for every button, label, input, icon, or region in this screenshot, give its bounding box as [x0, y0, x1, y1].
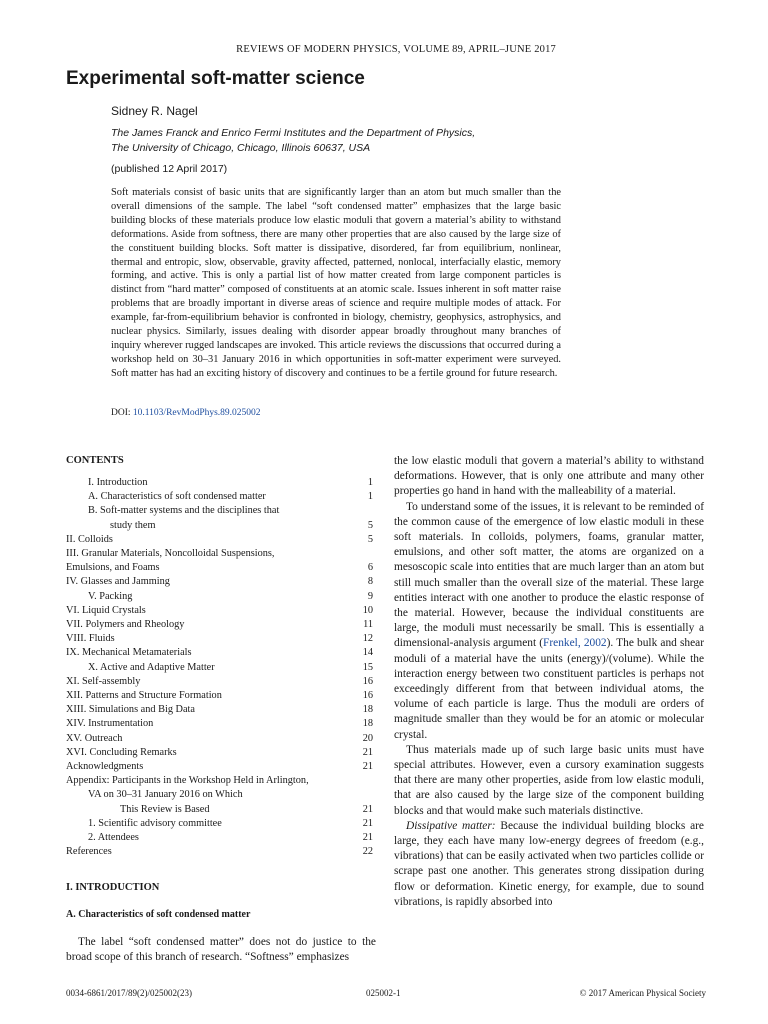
toc-entry[interactable] [66, 661, 376, 675]
toc-entry-title: Acknowledgments [66, 761, 144, 773]
body-paragraph: Thus materials made up of such large basic units must have special attributes. However, even a cursory examination suggests that there are many other properties, aside from low elastic moduli, that are also caused by the large size of the component building blocks and that would make such materials distinctive. [394, 743, 704, 817]
doi-label: DOI: [111, 408, 131, 418]
body-text: Because the individual building blocks are large, they each have many low-energy degrees of freedom (e.g., vibrations) that can be easily activated when two particles collide or scrape past one another. This generates strong dissipation during flow or deformation. Kinetic energy, for example, due to sound vibrations, is rapidly absorbed into [394, 819, 704, 908]
paper-title: Experimental soft-matter science [66, 68, 365, 89]
toc-page-number: 15 [362, 661, 373, 673]
toc-entry-title: XIV. Instrumentation [66, 718, 154, 730]
toc-page-number: 1 [367, 491, 373, 503]
toc-page-number: 21 [362, 832, 373, 844]
affiliation-line-2: The University of Chicago, Chicago, Illinois 60637, USA [111, 142, 371, 154]
toc-entry-title: VII. Polymers and Rheology [66, 619, 185, 631]
toc-entry[interactable] [66, 760, 376, 774]
toc-entry[interactable] [66, 604, 376, 618]
toc-entry[interactable] [66, 845, 376, 859]
toc-page-number: 12 [362, 633, 373, 645]
toc-page-number: 22 [362, 846, 373, 858]
toc-entry-title-continued: Emulsions, and Foams [66, 562, 160, 574]
toc-entry-title: XII. Patterns and Structure Formation [66, 690, 222, 702]
toc-entry[interactable] [66, 575, 376, 589]
toc-entry-title: I. Introduction [88, 477, 148, 488]
toc-page-number: 1 [367, 477, 373, 488]
toc-entry-title: References [66, 846, 112, 858]
doi-line [111, 408, 261, 418]
abstract: Soft materials consist of basic units that are significantly larger than an atom but much smaller than the overall dimensions of the sample. The label “soft condensed matter” emphasizes that the large basic building blocks of these materials produce low elastic moduli that govern a material’s ability to withstand deformations. Aside from softness, there are many other properties that are also caused by the large size of the constituent building blocks. Soft matter is dissipative, disordered, far from equilibrium, nonlinear, thermal and entropic, slow, observable, gravity affected, patterned, nonlocal, interfacially elastic, memory forming, and active. This is only a partial list of how matter created from large component particles is distinct from “hard matter” composed of constituents at an atomic scale. Issues inherent in soft matter raise problems that are broadly important in diverse areas of science and require multiple modes of attack. For example, far-from-equilibrium behavior is confronted in biology, chemistry, geophysics, astrophysics, and nuclear physics. Similarly, issues dealing with disorder appear broadly throughout many branches of inquiry wherever rugged landscapes are invoked. This article reviews the discussions that occurred during a workshop held on 30–31 January 2016 in which opportunities in soft-matter experiment were surveyed. Soft matter has had an exciting history of discovery and continues to be a fertile ground for future research. [111, 187, 561, 379]
toc-entry[interactable] [66, 490, 376, 504]
toc-page-number: 9 [367, 590, 373, 602]
body-text: To understand some of the issues, it is relevant to be reminded of the common cause of the emergence of low elastic moduli in these soft materials. In colloids, polymers, foams, granular matter, emulsions, and other soft matter, the atoms are organized on a mesoscopic scale into entities that are much larger than an atom but still much smaller than the overall size of the material. These large entities interact with one another to produce the elastic response of the material. However, because the individual constituents are large, the moduli must necessarily be small. This is essentially a dimensional-analysis argument ( [394, 500, 704, 650]
toc-entry[interactable] [66, 547, 376, 575]
toc-page-number: 11 [363, 619, 373, 631]
subsection-heading: A. Characteristics of soft condensed matter [66, 909, 251, 920]
published-date: (published 12 April 2017) [111, 163, 228, 175]
toc-entry-title: II. Colloids [66, 533, 113, 545]
toc-page-number: 5 [367, 519, 373, 531]
body-paragraph: the low elastic moduli that govern a material’s ability to withstand deformations. However, that is only one attribute and many other properties go hand in hand with the malleability of a material. [394, 455, 704, 498]
body-paragraph [394, 819, 704, 910]
section-heading: I. INTRODUCTION [66, 882, 160, 893]
toc-entry[interactable] [66, 675, 376, 689]
toc-page-number: 21 [362, 761, 373, 773]
toc-entry[interactable] [66, 632, 376, 646]
toc-entry[interactable] [66, 533, 376, 547]
toc-entry-title: 1. Scientific advisory committee [88, 817, 222, 829]
toc-entry-title-continued: This Review is Based [120, 803, 210, 815]
toc-entry[interactable] [66, 476, 376, 490]
toc-entry-title: VIII. Fluids [66, 633, 115, 645]
toc-entry-title-continued: study them [110, 519, 156, 531]
toc-page-number: 8 [367, 576, 373, 588]
toc-page-number: 18 [362, 718, 373, 730]
toc-entry-title: A. Characteristics of soft condensed matter [88, 491, 266, 503]
footer-copyright: © 2017 American Physical Society [579, 988, 706, 998]
toc-entry-title: XV. Outreach [66, 732, 123, 744]
body-text: ). The bulk and shear moduli of a material have the units (energy)/(volume). While the interaction energy between two constituent particles is perhaps not exceedingly different from that between individual atoms, the volume of each particle is large. Thus the moduli are orders of magnitude smaller than they would be for an atomic or molecular crystal. [394, 637, 705, 741]
citation-link[interactable]: Frenkel, 2002 [543, 637, 607, 650]
toc-entry[interactable] [66, 717, 376, 731]
toc-page-number: 20 [362, 732, 373, 744]
toc-entry-title: 2. Attendees [88, 832, 139, 844]
toc-page-number: 21 [362, 746, 373, 758]
toc-entry-title: III. Granular Materials, Noncolloidal Suspensions, [66, 548, 275, 560]
contents-heading: CONTENTS [66, 455, 124, 466]
toc-entry[interactable] [66, 618, 376, 632]
toc-entry[interactable] [66, 703, 376, 717]
toc-entry[interactable] [66, 504, 376, 532]
toc-entry-title: V. Packing [88, 590, 133, 602]
toc-page-number: 6 [367, 562, 373, 574]
toc-entry-title: X. Active and Adaptive Matter [88, 661, 215, 673]
toc-entry-title: XI. Self-assembly [66, 675, 141, 687]
author-name: Sidney R. Nagel [111, 104, 198, 118]
author-affiliation [111, 126, 561, 156]
footer-page-number: 025002-1 [366, 988, 401, 998]
toc-page-number: 18 [362, 704, 373, 716]
paragraph-lead-label: Dissipative matter: [406, 819, 496, 832]
footer-code: 0034-6861/2017/89(2)/025002(23) [66, 988, 192, 998]
table-of-contents [66, 476, 376, 859]
page-footer [66, 988, 706, 1002]
toc-entry[interactable] [66, 689, 376, 703]
intro-paragraph: The label “soft condensed matter” does not do justice to the broad scope of this branch of research. “Softness” emphasizes [66, 936, 376, 964]
toc-entry-title: IX. Mechanical Metamaterials [66, 647, 192, 659]
body-paragraph [394, 500, 704, 743]
toc-entry-title: Appendix: Participants in the Workshop Held in Arlington, [66, 775, 309, 787]
toc-entry[interactable] [66, 746, 376, 760]
toc-page-number: 16 [362, 690, 373, 702]
toc-page-number: 16 [362, 675, 373, 687]
toc-page-number: 10 [362, 604, 373, 616]
toc-entry[interactable] [66, 590, 376, 604]
toc-page-number: 14 [362, 647, 373, 659]
right-column-text [394, 454, 704, 910]
toc-entry[interactable] [66, 817, 376, 831]
toc-entry-title: XIII. Simulations and Big Data [66, 704, 195, 716]
toc-entry-title: VI. Liquid Crystals [66, 604, 146, 616]
journal-running-head: REVIEWS OF MODERN PHYSICS, VOLUME 89, APRIL–JUNE 2017 [236, 44, 556, 55]
toc-entry-title: B. Soft-matter systems and the disciplines that [88, 505, 280, 517]
affiliation-line-1: The James Franck and Enrico Fermi Institutes and the Department of Physics, [111, 127, 476, 139]
toc-entry[interactable] [66, 774, 376, 817]
toc-entry[interactable] [66, 646, 376, 660]
toc-entry[interactable] [66, 831, 376, 845]
toc-entry-title: XVI. Concluding Remarks [66, 746, 177, 758]
toc-entry-title: IV. Glasses and Jamming [66, 576, 170, 588]
toc-page-number: 21 [362, 803, 373, 815]
toc-page-number: 5 [367, 533, 373, 545]
toc-entry-title-continued: VA on 30–31 January 2016 on Which [88, 789, 243, 801]
toc-entry[interactable] [66, 732, 376, 746]
toc-page-number: 21 [362, 817, 373, 829]
doi-link[interactable]: 10.1103/RevModPhys.89.025002 [132, 408, 261, 418]
